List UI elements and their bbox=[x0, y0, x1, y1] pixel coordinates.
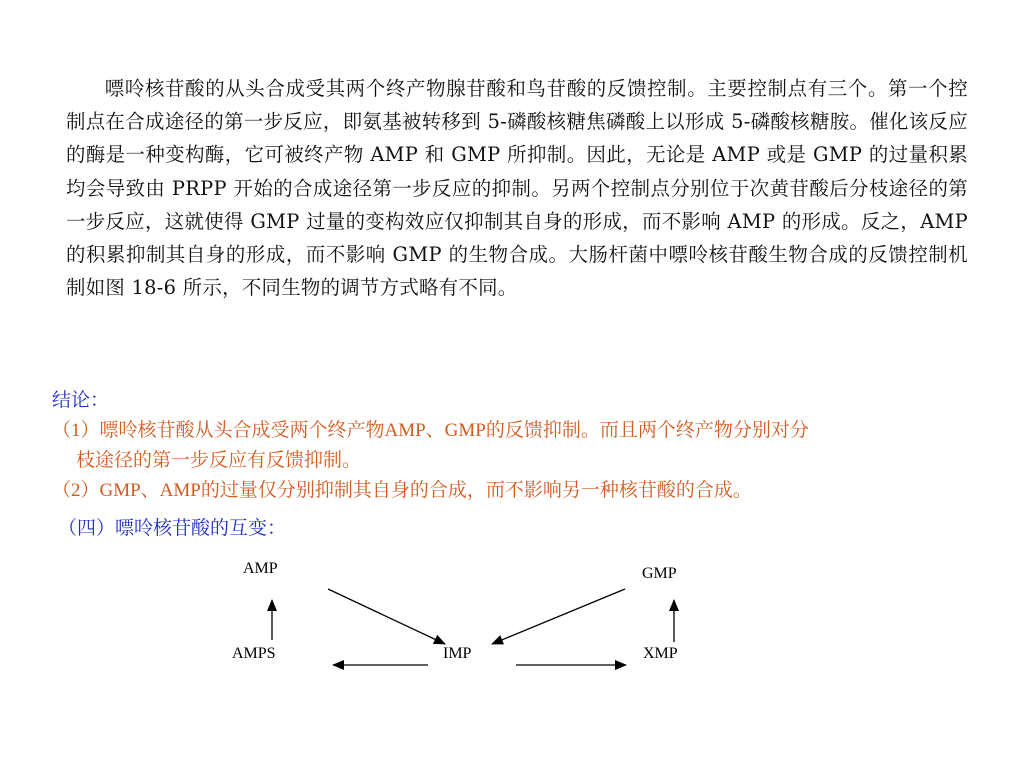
conclusion-heading: 结论： bbox=[52, 390, 110, 411]
node-amps: AMPS bbox=[232, 645, 276, 662]
node-amp: AMP bbox=[243, 560, 278, 577]
node-imp: IMP bbox=[443, 645, 472, 662]
arrow-gmp-to-imp bbox=[492, 589, 625, 644]
conclusion-item-2: （2）GMP、AMP的过量仅分别抑制其自身的合成，而不影响另一种核苷酸的合成。 bbox=[52, 480, 752, 501]
scanned-text-block bbox=[66, 72, 968, 304]
section-title: （四）嘌呤核苷酸的互变： bbox=[58, 518, 287, 539]
arrow-amp-to-imp bbox=[328, 589, 445, 644]
conclusion-item-1-line-1: （1）嘌呤核苷酸从头合成受两个终产物AMP、GMP的反馈抑制。而且两个终产物分别对分 bbox=[52, 420, 809, 441]
conclusion-section bbox=[52, 386, 977, 506]
node-xmp: XMP bbox=[643, 645, 678, 662]
scanned-paragraph: 嘌呤核苷酸的从头合成受其两个终产物腺苷酸和鸟苷酸的反馈控制。主要控制点有三个。第一个控制点在合成途径的第一步反应，即氨基被转移到 5-磷酸核糖焦磷酸上以形成 5-磷酸核糖胺。催化该反应的酶是一种变构酶，它可被终产物 AMP 和 GMP 所抑制。因此，无论是 AMP 或是 GMP 的过量积累均会导致由 PRPP 开始的合成途径第一步反应的抑制。另两个控制点分别位于次黄苷酸后分枝途径的第一步反应，这就使得 GMP 过量的变构效应仅抑制其自身的形成，而不影响 AMP 的形成。反之，AMP 的积累抑制其自身的形成，而不影响 GMP 的生物合成。大肠杆菌中嘌呤核苷酸生物合成的反馈控制机制如图 18-6 所示，不同生物的调节方式略有不同。 bbox=[66, 77, 968, 300]
conclusion-item-1-line-2: 枝途径的第一步反应有反馈抑制。 bbox=[76, 450, 362, 471]
node-gmp: GMP bbox=[642, 565, 677, 582]
